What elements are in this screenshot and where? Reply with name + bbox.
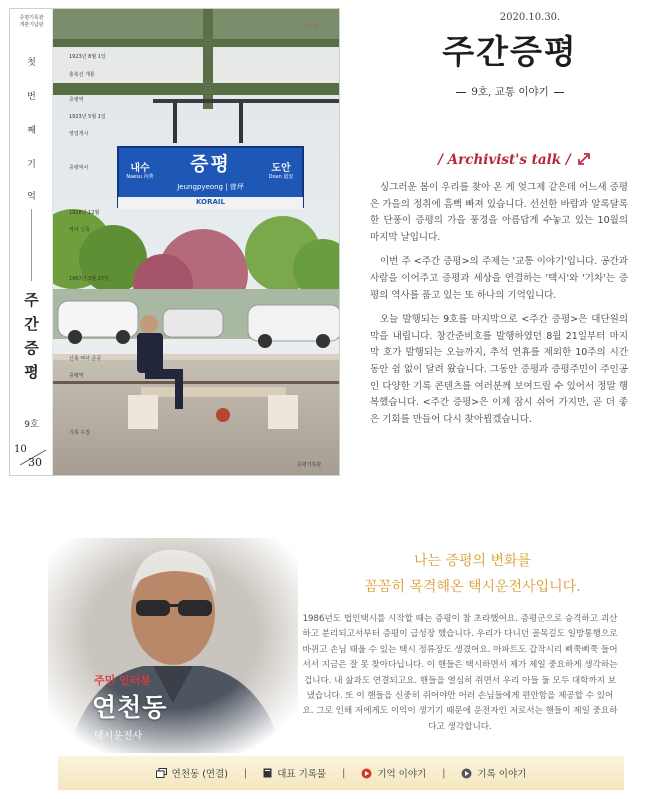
sign-right-station: 도안 — [271, 163, 291, 174]
interviewee-role: 택시운전사 — [94, 731, 143, 742]
publisher-line: 개관기념판 — [19, 22, 44, 28]
vertical-phrase-char: 억 — [27, 192, 36, 202]
station-photo — [53, 9, 340, 476]
vertical-phrase-char: 기 — [27, 160, 36, 170]
vertical-title-char: 간 — [24, 315, 39, 333]
page-title: 주간증평 — [442, 32, 578, 71]
timeline-item: 기록 수집 — [69, 430, 90, 436]
vertical-phrase-char: 째 — [27, 126, 36, 136]
corner-badge: 기록관 — [301, 23, 319, 30]
link-label: 기록 이야기 — [477, 769, 527, 780]
intro-paragraph: 이번 주 <주간 증평>의 주제는 '교통 이야기'입니다. 공간과 사람을 이어주고 증평과 세상을 연결하는 '택시'와 '기차'는 증평의 역사를 품고 있는 또 하나의 기억입니다. — [370, 256, 628, 301]
timeline-item: 역사 신축 — [69, 227, 90, 233]
vertical-phrase-char: 번 — [27, 92, 36, 102]
headline-line: 나는 증평의 변화를 — [413, 553, 532, 569]
subtitle-text: 9호, 교통 이야기 — [471, 86, 549, 98]
issue-number: 9호 — [24, 420, 39, 430]
timeline-item: 신축 역사 준공 — [69, 356, 102, 362]
divider — [456, 92, 466, 93]
play-icon — [361, 768, 372, 779]
sign-left-station: 내수 — [130, 163, 150, 174]
sign-left-romanized-text: Naesu — [126, 174, 143, 180]
sign-right-romanized-text: Doan — [268, 174, 282, 180]
window-icon — [156, 768, 167, 778]
issue-date: 2020.10.30. — [499, 12, 561, 23]
publisher-label — [12, 15, 51, 29]
separator: | — [342, 767, 346, 779]
timeline-item: 1967년 3월 27일 — [69, 276, 109, 282]
interviewee-photo — [48, 538, 298, 753]
sign-right-romanized — [261, 173, 301, 180]
sign-romanized-text: Jeungpyeong — [177, 183, 223, 191]
link-label: 연천동 (연결) — [171, 769, 228, 780]
link-memory-story[interactable] — [359, 766, 428, 780]
portrait-illustration — [48, 538, 298, 753]
link-label: 기억 이야기 — [377, 769, 427, 780]
separator: | — [244, 767, 248, 779]
page-subtitle — [400, 84, 620, 99]
timeline-item: 1928년 12월 — [69, 210, 100, 216]
station-photo-illustration — [53, 9, 340, 476]
link-interviewee[interactable] — [154, 766, 230, 780]
corner-logo: 증평기록관 — [297, 462, 322, 468]
separator: | — [442, 767, 446, 779]
timeline-item: 증평역 — [69, 97, 84, 103]
interview-story: 1986년도 법인택시를 시작할 때는 증평이 참 초라했어요. 증평군으로 승격하고 괴산하고 분리되고서부터 증평이 급성장 했습니다. 우리가 다니던 골목길도 일방통행으로 바뀌고 손님 태울 수 있는 택시 정류장도 생겼어요. 아파트도 갑작시리 삐쭉삐쭉 들어서서 지금은 잘 못 찾아다닙니다. 이 핸들은 택시하면서 제가 제일 중요하게 생각하는 겁니다. 내 삶과도 연결되고요. 핸들을 열심히 쥐면서 우리 아들 둘 모두 대학까지 보냈습니다. 또 이 핸들을 신중히 쥐어야만 어러 손님들에게 편안함을 제공할 수 있어요. 그로 인해 저에게도 이익이 생기기 때문에 운전자인 저로서는 핸들이 제일 중요하다고 생각합니다. — [302, 614, 618, 732]
timeline-item: 증평역 — [69, 373, 84, 379]
link-bar — [58, 756, 624, 790]
interview-badge: 주민 인터뷰 — [94, 674, 151, 687]
date-month: 10 — [14, 444, 27, 455]
cover-side-band — [10, 9, 53, 475]
timeline-item: 충북선 개통 — [69, 72, 95, 78]
timeline-item: 1923년 5월 1일 — [69, 114, 106, 120]
archivist-talk-heading: / Archivist's talk / — [438, 152, 571, 168]
sign-station-name: 증평 — [190, 153, 231, 175]
korail-logo: KORAIL — [196, 198, 225, 206]
cover-image-panel — [9, 8, 340, 476]
sign-left-hanja: 內秀 — [143, 174, 154, 180]
play-icon — [461, 768, 472, 779]
link-record-story[interactable] — [459, 766, 528, 780]
intro-paragraph: 오늘 발행되는 9호를 마지막으로 <주간 증평>은 대단원의 막을 내립니다. 창간준비호를 발행하였던 8월 21일부터 마지막 호가 발행되는 오늘까지, 추석 연휴를 제외한 10주의 시간 동안 쉼 없이 달려 왔습니다. 그동안 증평과 증평주민이 주인공인 다양한 기록 콘텐츠를 여러분께 보여드릴 수 있어서 정말 행복했습니다. <주간 증평>은 이제 잠시 쉬어 가지만, 곧 더 좋은 기회를 만들어 다시 찾아뵙겠습니다. — [370, 314, 628, 425]
publisher-line: 증평기록관 — [19, 15, 44, 21]
divider — [554, 92, 564, 93]
expand-icon[interactable] — [577, 152, 591, 166]
divider — [31, 209, 32, 281]
vertical-title-char: 평 — [24, 363, 39, 381]
timeline-item: 증평역사 — [69, 165, 89, 171]
intro-paragraph: 싱그러운 봄이 우리를 찾아 온 게 엊그제 같은데 어느새 증평은 가을의 정취에 흠뻑 빠져 있습니다. 선선한 바람과 알록달록한 단풍이 증평의 가을 풍경을 아름답게 수놓고 있는 10월의 마지막 날입니다. — [370, 182, 628, 243]
link-records[interactable] — [261, 766, 328, 780]
timeline-item: 1923년 8월 1일 — [69, 54, 106, 60]
archivist-talk-body — [370, 180, 628, 436]
vertical-title-char: 증 — [24, 339, 39, 357]
interview-headline — [310, 548, 635, 600]
sign-romanized: Jeungpyeong | 曾坪 — [177, 183, 244, 191]
sign-hanja: 曾坪 — [229, 183, 244, 191]
date-day: 30 — [28, 456, 42, 469]
sign-right-hanja: 道安 — [283, 174, 294, 180]
timeline-item: 영업개시 — [69, 131, 89, 137]
headline-line: 꼼꼼히 목격해온 택시운전사입니다. — [364, 579, 581, 595]
link-label: 대표 기록물 — [277, 769, 327, 780]
interviewee-name: 연천동 — [92, 693, 168, 722]
sign-left-romanized — [121, 173, 159, 180]
vertical-title-char: 주 — [24, 291, 39, 309]
vertical-phrase-char: 첫 — [27, 58, 36, 68]
book-icon — [263, 768, 272, 778]
